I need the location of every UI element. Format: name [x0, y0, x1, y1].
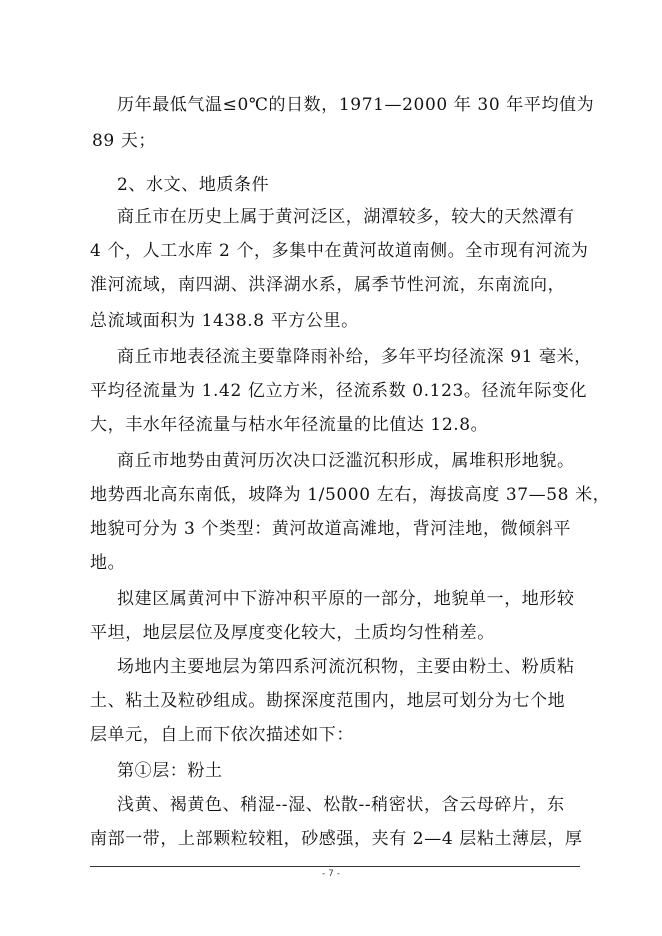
layer-heading: 第①层：粉土 — [117, 761, 223, 781]
text-line: 商丘市地表径流主要靠降雨补给，多年平均径流深 91 毫米， — [117, 347, 592, 367]
text-line: 平坦，地层层位及厚度变化较大，土质均匀性稍差。 — [90, 623, 495, 643]
text-line: 历年最低气温≤0℃的日数，1971—2000 年 30 年平均值为 — [117, 95, 595, 115]
section-heading: 2、水文、地质条件 — [117, 175, 270, 195]
text-line: 土、粘土及粒砂组成。勘探深度范围内，地层可划分为七个地 — [90, 691, 566, 711]
text-line: 89 天； — [92, 131, 157, 151]
text-line: 地貌可分为 3 个类型：黄河故道高滩地，背河洼地，微倾斜平 — [90, 519, 572, 539]
text-line: 商丘市在历史上属于黄河泛区，湖潭较多，较大的天然潭有 — [117, 207, 575, 227]
text-line: 南部一带，上部颗粒较粗，砂感强，夹有 2—4 层粘土薄层，厚 — [90, 829, 583, 849]
text-line: 浅黄、褐黄色、稍湿--湿、松散--稍密状，含云母碎片，东 — [117, 795, 565, 815]
text-line: 淮河流域，南四湖、洪泽湖水系，属季节性河流，东南流向， — [90, 275, 566, 295]
text-line: 层单元，自上而下依次描述如下： — [90, 725, 354, 745]
text-line: 场地内主要地层为第四系河流沉积物，主要由粉土、粉质粘 — [117, 657, 575, 677]
text-line: 地势西北高东南低，坡降为 1/5000 左右，海拔高度 37—58 米， — [90, 485, 611, 505]
text-line: 总流域面积为 1438.8 平方公里。 — [90, 311, 359, 331]
text-line: 地。 — [90, 553, 126, 573]
text-line: 平均径流量为 1.42 亿立方米，径流系数 0.123。径流年际变化 — [90, 381, 588, 401]
page-number: - 7 - — [322, 869, 340, 879]
text-line: 4 个，人工水库 2 个，多集中在黄河故道南侧。全市现有河流为 — [90, 241, 589, 261]
text-line: 商丘市地势由黄河历次决口泛滥沉积形成，属堆积形地貌。 — [117, 451, 575, 471]
footer-divider — [90, 866, 580, 867]
text-line: 大，丰水年径流量与枯水年径流量的比值达 12.8。 — [90, 415, 489, 435]
text-line: 拟建区属黄河中下游冲积平原的一部分，地貌单一，地形较 — [117, 589, 575, 609]
